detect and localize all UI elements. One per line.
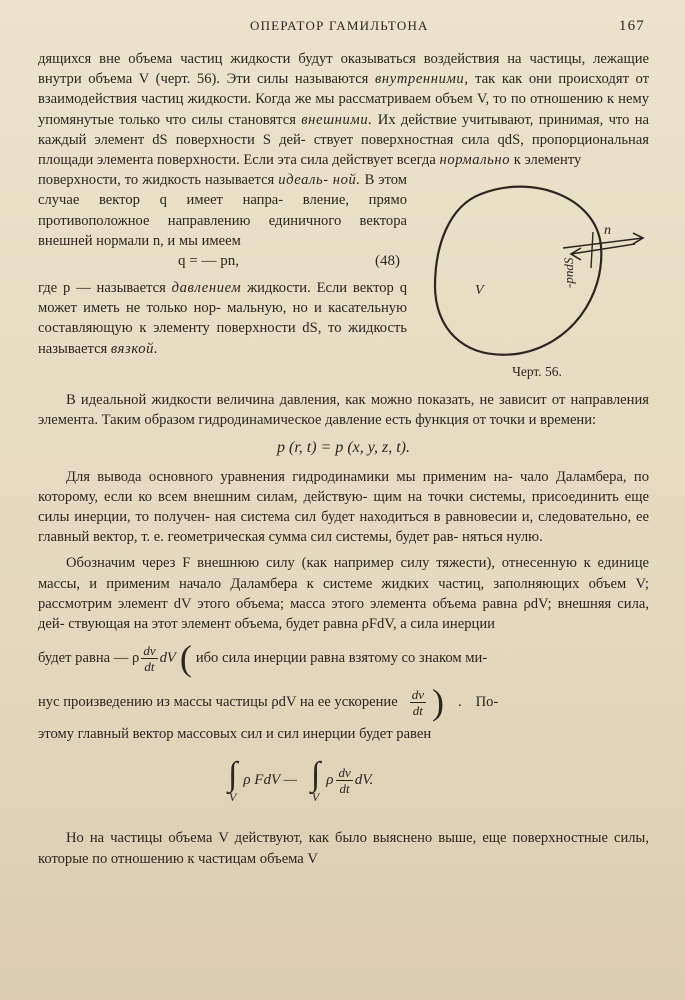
integral-formula: ∫ V ρ FdV — ∫ V ρ dv dt dV. <box>228 756 374 805</box>
page-number: 167 <box>618 18 645 34</box>
integral-sign-1: ∫ V <box>228 756 238 805</box>
running-header <box>38 18 649 35</box>
volume-contour <box>435 187 601 355</box>
label-force: -pndS <box>561 257 576 289</box>
equation-48 <box>38 253 400 270</box>
paragraph-5-end: этому главный вектор массовых сил и сил инерции будет равен <box>38 726 432 743</box>
figure-caption: Черт. 56. <box>512 364 562 380</box>
paragraph-3: В идеальной жидкости величина давления, как можно показать, не зависит от направления элемента. Таким образом гидродинамическое давление есть функция от точки и времени: <box>38 392 649 429</box>
surface-element-tick <box>591 232 593 268</box>
paragraph-1-wrap: поверхности, то жидкость называется идеаль- ной. В этом случае вектор q имеет напра- вление, прямо противоположное направлению единичного вектора внешней нормали n, и мы имеем <box>38 172 408 249</box>
equation-48-expr: q = — pn, <box>178 253 239 270</box>
paragraph-1-top: дящихся вне объема частиц жидкости будут оказываться воздействия на частицы, лежащие внутри объема V (черт. 56). Эти силы называются внутренними, так как они происходят от взаимодействия частиц жидкости. Когда же мы рассматриваем объем V, то по отношению к нему упомянутые только что силы становятся внешними. Их действие учитывают, принимая, что на каждый элемент dS поверхности S дей- ствует поверхностная сила qdS, пропорциональная площади элемента поверхности. Если эта сила действует всегда нормально к элементу <box>38 51 650 169</box>
integral-sign-2: ∫ V <box>310 756 321 805</box>
paragraph-2: где p — называется давлением жидкости. Если вектор q может иметь не только нор- мальную, но и касательную составляющую к элементу поверхности dS, то жидкость называется вязкой. <box>38 280 407 357</box>
acceleration-line: нус произведению из массы частицы ρdV на ее ускорение dv dt ) . По- <box>38 682 499 723</box>
fraction-dv-dt-3: dv dt <box>338 764 351 796</box>
equation-48-number: (48) <box>375 253 400 270</box>
paragraph-4: Для вывода основного уравнения гидродинамики мы применим на- чало Даламбера, по которому, если ко всем внешним силам, действую- щим на точки системы, присоединить еще силы инерции, то получен- ная система сил будет находиться в равновесии и, следовательно, ее главный вектор, т. е. геометрическая сумма сил системы, будет рав- няться нулю. <box>38 468 650 546</box>
running-title: ОПЕРАТОР ГАМИЛЬТОНА <box>250 18 429 33</box>
fraction-dv-dt: dv dt <box>143 642 156 674</box>
pressure-formula: p (r, t) = p (x, y, z, t). <box>277 438 410 456</box>
figure-56-drawing <box>421 176 653 366</box>
label-V: V <box>475 283 484 299</box>
fraction-dv-dt-2: dv dt <box>411 686 424 718</box>
figure-56 <box>421 176 653 386</box>
normal-vector <box>563 238 643 248</box>
paragraph-5: Обозначим через F внешнюю силу (как например силу тяжести), отнесенную к единице массы, и применим начало Даламбера к системе жидких частиц, заполняющих объем V; рассмотрим элемент dV этого объема; масса этого элемента объема равна ρdV; внешняя сила, дей- ствующая на этот элемент объема, будет равна ρFdV, а сила инерции <box>38 555 649 633</box>
inertia-line: будет равна — ρ dv dt dV ( ибо сила инерции равна взятому со знаком ми- <box>38 638 488 679</box>
label-n: n <box>604 223 611 239</box>
paragraph-6: Но на частицы объема V действуют, как было выяснено выше, еще поверхностные силы, которые по отношению к частицам объема V <box>38 830 649 867</box>
